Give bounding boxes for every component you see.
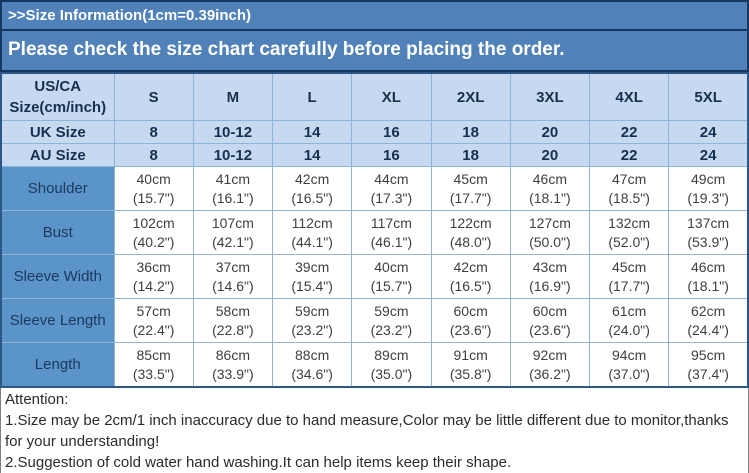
measurement-cell <box>114 211 193 255</box>
inch-value: (34.6") <box>291 365 333 382</box>
inch-value: (40.2") <box>132 233 175 250</box>
au-size-value: 20 <box>510 144 589 167</box>
measurement-cell <box>273 255 352 299</box>
au-size-row <box>1 144 748 167</box>
cm-value: 112cm <box>291 214 333 231</box>
size-column-header: 2XL <box>431 73 510 121</box>
measurement-cell <box>431 167 510 211</box>
measurement-cell <box>273 211 352 255</box>
uk-size-value: 10-12 <box>193 121 272 144</box>
cm-value: 45cm <box>453 170 488 187</box>
cm-value: 94cm <box>612 346 647 363</box>
inch-value: (23.2") <box>291 321 333 338</box>
cm-value: 85cm <box>136 346 171 363</box>
inch-value: (19.3") <box>687 189 729 206</box>
cm-value: 137cm <box>687 214 730 231</box>
inch-value: (16.5") <box>291 189 333 206</box>
size-chart-notice: Please check the size chart carefully before placing the order. <box>8 39 565 60</box>
cm-value: 122cm <box>449 214 492 231</box>
inch-value: (14.2") <box>132 277 175 294</box>
measurement-row <box>1 211 748 255</box>
measurement-cell <box>273 343 352 388</box>
measurement-label: Shoulder <box>1 167 114 211</box>
cm-value: 102cm <box>132 214 175 231</box>
size-column-header: 5XL <box>669 73 748 121</box>
inch-value: (15.4") <box>291 277 333 294</box>
measurement-cell <box>352 255 431 299</box>
inch-value: (48.0") <box>449 233 492 250</box>
au-size-value: 14 <box>273 144 352 167</box>
corner-label-line1: US/CA <box>34 78 82 95</box>
attention-section <box>0 388 749 473</box>
measurement-cell <box>510 211 589 255</box>
cm-value: 44cm <box>374 170 409 187</box>
cm-value: 40cm <box>374 258 409 275</box>
measurement-cell <box>510 299 589 343</box>
measurement-cell <box>590 343 669 388</box>
measurement-cell <box>114 255 193 299</box>
inch-value: (37.4") <box>687 365 729 382</box>
au-size-label: AU Size <box>1 144 114 167</box>
attention-note-1: 1.Size may be 2cm/1 inch inaccuracy due to hand measure,Color may be little different due to monitor,thanks for your understanding! <box>5 412 729 450</box>
uk-size-label: UK Size <box>1 121 114 144</box>
measurement-cell <box>352 299 431 343</box>
au-size-value: 10-12 <box>193 144 272 167</box>
size-column-header: 4XL <box>590 73 669 121</box>
measurement-cell <box>590 255 669 299</box>
cm-value: 45cm <box>612 258 647 275</box>
size-column-header: L <box>273 73 352 121</box>
cm-value: 43cm <box>532 258 567 275</box>
inch-value: (15.7") <box>370 277 413 294</box>
inch-value: (23.6") <box>449 321 492 338</box>
inch-value: (17.7") <box>449 189 492 206</box>
measurement-cell <box>114 343 193 388</box>
measurement-cell <box>273 299 352 343</box>
cm-value: 46cm <box>691 258 726 275</box>
inch-value: (52.0") <box>608 233 650 250</box>
cm-value: 46cm <box>532 170 567 187</box>
size-header-row <box>1 73 748 121</box>
inch-value: (53.9") <box>687 233 729 250</box>
inch-value: (46.1") <box>370 233 413 250</box>
inch-value: (33.5") <box>132 365 175 382</box>
measurement-cell <box>669 299 748 343</box>
inch-value: (16.5") <box>449 277 492 294</box>
size-information-title: >>Size Information(1cm=0.39inch) <box>2 2 747 31</box>
uk-size-value: 22 <box>590 121 669 144</box>
cm-value: 59cm <box>295 302 330 319</box>
cm-value: 41cm <box>215 170 250 187</box>
inch-value: (24.4") <box>687 321 729 338</box>
uk-size-value: 16 <box>352 121 431 144</box>
cm-value: 58cm <box>215 302 250 319</box>
uk-size-value: 8 <box>114 121 193 144</box>
au-size-value: 8 <box>114 144 193 167</box>
measurement-cell <box>193 343 272 388</box>
cm-value: 62cm <box>691 302 726 319</box>
measurement-cell <box>431 299 510 343</box>
measurement-label: Sleeve Length <box>1 299 114 343</box>
uk-size-value: 14 <box>273 121 352 144</box>
header-banner <box>0 0 749 72</box>
measurement-cell <box>431 255 510 299</box>
size-column-header: XL <box>352 73 431 121</box>
inch-value: (50.0") <box>529 233 571 250</box>
measurement-cell <box>193 167 272 211</box>
cm-value: 39cm <box>295 258 330 275</box>
cm-value: 42cm <box>295 170 330 187</box>
cm-value: 107cm <box>211 214 254 231</box>
measurement-cell <box>510 167 589 211</box>
measurement-cell <box>590 299 669 343</box>
size-column-header: S <box>114 73 193 121</box>
inch-value: (36.2") <box>529 365 571 382</box>
cm-value: 37cm <box>215 258 250 275</box>
cm-value: 91cm <box>453 346 488 363</box>
measurement-cell <box>352 211 431 255</box>
inch-value: (23.6") <box>529 321 571 338</box>
cm-value: 57cm <box>136 302 171 319</box>
cm-value: 59cm <box>374 302 409 319</box>
measurement-row <box>1 167 748 211</box>
cm-value: 88cm <box>295 346 330 363</box>
attention-note-2: 2.Suggestion of cold water hand washing.It can help items keep their shape. <box>5 454 512 471</box>
attention-title: Attention: <box>5 391 69 408</box>
inch-value: (18.1") <box>529 189 571 206</box>
cm-value: 36cm <box>136 258 171 275</box>
inch-value: (23.2") <box>370 321 413 338</box>
inch-value: (17.3") <box>370 189 413 206</box>
inch-value: (35.8") <box>449 365 492 382</box>
measurement-cell <box>431 343 510 388</box>
cm-value: 60cm <box>532 302 567 319</box>
inch-value: (37.0") <box>608 365 650 382</box>
measurement-cell <box>114 167 193 211</box>
inch-value: (14.6") <box>212 277 254 294</box>
measurement-label: Length <box>1 343 114 388</box>
au-size-value: 24 <box>669 144 748 167</box>
measurement-row <box>1 343 748 388</box>
inch-value: (18.5") <box>608 189 650 206</box>
cm-value: 47cm <box>612 170 647 187</box>
corner-header-cell <box>1 73 114 121</box>
cm-value: 92cm <box>532 346 567 363</box>
measurement-cell <box>193 299 272 343</box>
inch-value: (44.1") <box>291 233 333 250</box>
size-column-header: 3XL <box>510 73 589 121</box>
inch-value: (16.1") <box>212 189 254 206</box>
inch-value: (15.7") <box>132 189 175 206</box>
inch-value: (17.7") <box>608 277 650 294</box>
measurement-cell <box>114 299 193 343</box>
corner-label-line2: Size(cm/inch) <box>9 99 107 116</box>
cm-value: 89cm <box>374 346 409 363</box>
measurement-cell <box>590 211 669 255</box>
measurement-label: Sleeve Width <box>1 255 114 299</box>
measurement-row <box>1 299 748 343</box>
inch-value: (16.9") <box>529 277 571 294</box>
uk-size-value: 18 <box>431 121 510 144</box>
measurement-cell <box>669 255 748 299</box>
measurement-cell <box>193 255 272 299</box>
measurement-cell <box>352 167 431 211</box>
inch-value: (22.8") <box>212 321 254 338</box>
cm-value: 86cm <box>215 346 250 363</box>
measurement-cell <box>669 211 748 255</box>
measurement-cell <box>193 211 272 255</box>
au-size-value: 22 <box>590 144 669 167</box>
cm-value: 49cm <box>691 170 726 187</box>
uk-size-value: 20 <box>510 121 589 144</box>
cm-value: 42cm <box>453 258 488 275</box>
uk-size-row <box>1 121 748 144</box>
uk-size-value: 24 <box>669 121 748 144</box>
inch-value: (35.0") <box>370 365 413 382</box>
measurement-cell <box>431 211 510 255</box>
au-size-value: 16 <box>352 144 431 167</box>
measurement-cell <box>510 255 589 299</box>
measurement-cell <box>273 167 352 211</box>
inch-value: (42.1") <box>212 233 254 250</box>
size-column-header: M <box>193 73 272 121</box>
measurement-cell <box>352 343 431 388</box>
cm-value: 60cm <box>453 302 488 319</box>
au-size-value: 18 <box>431 144 510 167</box>
inch-value: (18.1") <box>687 277 729 294</box>
size-chart-table <box>0 72 749 388</box>
inch-value: (22.4") <box>132 321 175 338</box>
cm-value: 117cm <box>370 214 412 231</box>
measurement-cell <box>669 343 748 388</box>
measurement-cell <box>669 167 748 211</box>
cm-value: 40cm <box>136 170 171 187</box>
measurement-label: Bust <box>1 211 114 255</box>
inch-value: (24.0") <box>608 321 650 338</box>
cm-value: 95cm <box>691 346 726 363</box>
cm-value: 127cm <box>528 214 571 231</box>
measurement-cell <box>590 167 669 211</box>
measurement-row <box>1 255 748 299</box>
cm-value: 132cm <box>608 214 651 231</box>
inch-value: (33.9") <box>212 365 254 382</box>
cm-value: 61cm <box>612 302 647 319</box>
measurement-cell <box>510 343 589 388</box>
